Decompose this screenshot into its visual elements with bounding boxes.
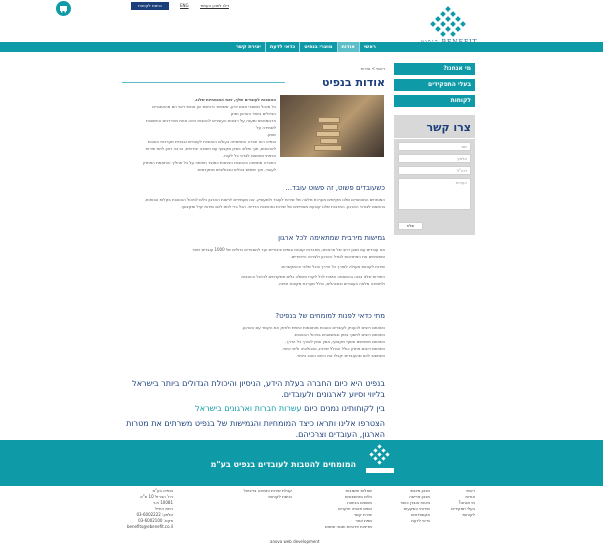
nav-item-good-to-know[interactable]: כדאי לדעת — [269, 44, 296, 50]
footer-link[interactable]: כלים ומחשבונים — [344, 494, 372, 499]
english-link[interactable]: ENG — [180, 3, 189, 8]
nav-item-home[interactable]: ראשי — [363, 44, 376, 50]
client-login-button[interactable]: כניסת לקוחות — [131, 2, 169, 10]
footer-link[interactable]: שירותי השקעות — [403, 506, 430, 511]
intro-text: ההטבות לעובדים שלך, זאת המומחיות שלנו. כל מנהל משאבי אנוש יודע, ששימור ורכישת הון אנושי ראוי הם מהאתגרים הגדולים ביותר בארגון ומתן ארגומנטים ומענה על רצונות העובדים להטבות הינה אחת מהדרכים החשובות לשמירה על שוויון. בנפיט היא חברה המתמחה בעולם ההטבות לעובדים ובבניית מערכות הטבות לארגונים, תוך שילוב ניסיון מקצועי עם חשיבה יצירתית, הרבה רצון לתת שירות אכפתי ומותאם לצרכי כל לקוח. החברה מתמחה בהטבות הניתנות כמוצר חתימה על כל תהליך והתאמת הפתרון לעובד, תוך שימוש בכלים טכנולוגיים מתקדמים. — [142, 97, 276, 172]
footer-link[interactable]: מי אנחנו? — [458, 500, 475, 505]
footer-link[interactable]: תכנון פרישה — [409, 494, 430, 499]
hero-image — [280, 95, 384, 157]
section-text: כשאתם רוצים להעניק לעובדים הטבות מותאמות אישית ולחזק את הקשר עם הארגון. כשאתם רוצים לחסוך בזמן ובמשאבים בניהול ההטבות. כשאתם מחפשים שותף מקצועי, אמין וזמין לאורך כל הדרך. כשאתם רוצים פתרון כולל הכולל שירות, טכנולוגיה וליווי אישי. כשחשוב לכם שהעובדים יקבלו את היחס הטוב ביותר. — [241, 325, 385, 358]
footer-email-link[interactable]: benefits@ebenefit.co.il — [126, 524, 173, 529]
footer-logo-icon — [360, 443, 400, 483]
nav-divider — [299, 42, 300, 52]
statement-text: בנפיט היא כיום החברה בעלת הידע, הניסיון והיכולת הגדולים ביותר בישראל בליווי וסיוע לארגונים ולעובדים. — [132, 379, 385, 399]
page-title: אודות בנפיט — [321, 76, 385, 89]
sidebar-item-officers[interactable]: בעלי התפקידים — [394, 79, 475, 91]
skip-to-content-link[interactable]: דלג לתוכן העמוד — [200, 3, 229, 8]
sidebar-item-who-we-are[interactable]: מי אנחנו? — [394, 63, 475, 75]
section-heading: גמישות מירבית שמתאימה לכל ארגון — [278, 234, 385, 242]
section-heading: כשעובדים פשוט, זה פשוט עובד... — [285, 184, 385, 192]
footer-link[interactable]: כדאי לדעת — [411, 518, 430, 523]
main-nav — [232, 42, 380, 52]
footer-link[interactable]: בעלי תפקידים — [451, 506, 475, 511]
breadcrumb: ראשי > אודות — [360, 66, 385, 71]
name-field[interactable]: שם — [398, 142, 471, 151]
benefit-logo-icon[interactable] — [420, 6, 476, 42]
footer-link[interactable]: קבלת שירות ותמיכה בדיגיטל — [243, 488, 292, 493]
footer-link[interactable]: מפת אתר — [355, 518, 372, 523]
footer-column-info — [300, 488, 372, 530]
footer-column-address: בנפיט בע"מ רח' הברזל 10 ת"א 10081 ת.ד רמת החייל טלפון: 03-6002222 פקס: 03-6002100 benefits@ebenefit.co.il — [118, 488, 173, 530]
sidebar-item-clients[interactable]: לקוחות — [394, 95, 475, 107]
message-field[interactable]: הערות — [398, 178, 471, 210]
footer-column-products — [380, 488, 430, 524]
clients-link[interactable]: עשרות חברות וארגונים בישראל — [195, 404, 302, 413]
footer-link[interactable]: טופס פנסיה חוקרים — [338, 506, 372, 511]
email-field[interactable]: דוא"ל — [398, 166, 471, 175]
statement-text: הצטרפו אלינו ותראו כיצד המומחיות והגמישות של בנפיט משרתים את מטרות הארגון, העובדים וצרכיהם. — [126, 419, 385, 439]
footer-link[interactable]: כניסת לקוחות — [268, 494, 292, 499]
nav-item-contact[interactable]: יצירת קשר — [236, 44, 261, 50]
footer-link[interactable]: תכנון פיננסי — [410, 488, 430, 493]
nav-divider — [359, 42, 360, 52]
footer-link[interactable]: שאלות ותשובות — [345, 488, 372, 493]
phone-field[interactable]: טלפון — [398, 154, 471, 163]
section-text: המומחים המוכשרים שלנו מקיימים מערכת מלאה של שירות לעובד ולמעסיק. אנו מעמידים לרשות הארגון כלים לניהול ההטבות בקלות ובנוחות, בהתאם לצורכי הארגון. התרבות שלנו קובעת מאפיינים של שירות ומחויבות הדדית. הכל כדי לתת לכם שירות יעיל ומקצועי. — [144, 197, 385, 209]
developer-credit[interactable]: anova web development — [270, 539, 320, 544]
section-text: אנו עובדים עם מגוון רחב של ארגונים, מחברות קטנות וגופים ציבוריים ועד לתאגידים גדולים של 1000 עובדים ויותר ומתאימים את הפתרונות לגודל הארגון ולצרכיו הייחודיים. שירות לקוחות מעולה לאורך כל הדרך ובכל שלבי ההתקשרות. השירות שלנו נבנה בהתאמה אישית לכל לקוח ומשלב כלים מתקדמים לניהול ההטבות ולתמיכה מלאה בעובדים ובמנהלים, כולל מערכת מקוונת זמינה. — [192, 247, 385, 286]
nav-divider — [265, 42, 266, 52]
footer-link[interactable]: לקוחות — [462, 512, 475, 517]
footer-link[interactable]: אודות — [465, 494, 475, 499]
contact-form-title: צרו קשר — [426, 121, 471, 134]
nav-divider — [337, 42, 338, 52]
footer-link[interactable]: מושגים בביטוח — [347, 500, 372, 505]
title-underline — [122, 82, 285, 83]
footer-link[interactable]: ביטוח אובדן כושר — [400, 500, 430, 505]
send-button[interactable]: שלח — [398, 222, 423, 230]
footer-column-service — [220, 488, 292, 500]
section-heading: מתי כדאי לפנות למומחים של בנפיט? — [275, 312, 385, 320]
footer-link[interactable]: יצירת קשר — [353, 512, 372, 517]
footer-link[interactable]: ראשי — [466, 488, 475, 493]
contact-divider — [394, 138, 475, 139]
nav-item-about[interactable]: אודות — [338, 42, 359, 52]
nav-item-products[interactable]: מוצרי בנפיט — [304, 44, 333, 50]
footer-link[interactable]: מדיניות פרטיות ותנאי שימוש — [324, 524, 372, 529]
footer-link[interactable]: אקספרטים — [410, 512, 430, 517]
footer-column-main — [440, 488, 475, 518]
statement-text: בין לקוחותינו נמנים כיום עשרות חברות וארגונים בישראל — [195, 404, 385, 413]
footer-title: המומחים להטבות לעובדים בנפיט בע"מ — [210, 460, 356, 469]
home-icon[interactable] — [56, 1, 71, 16]
